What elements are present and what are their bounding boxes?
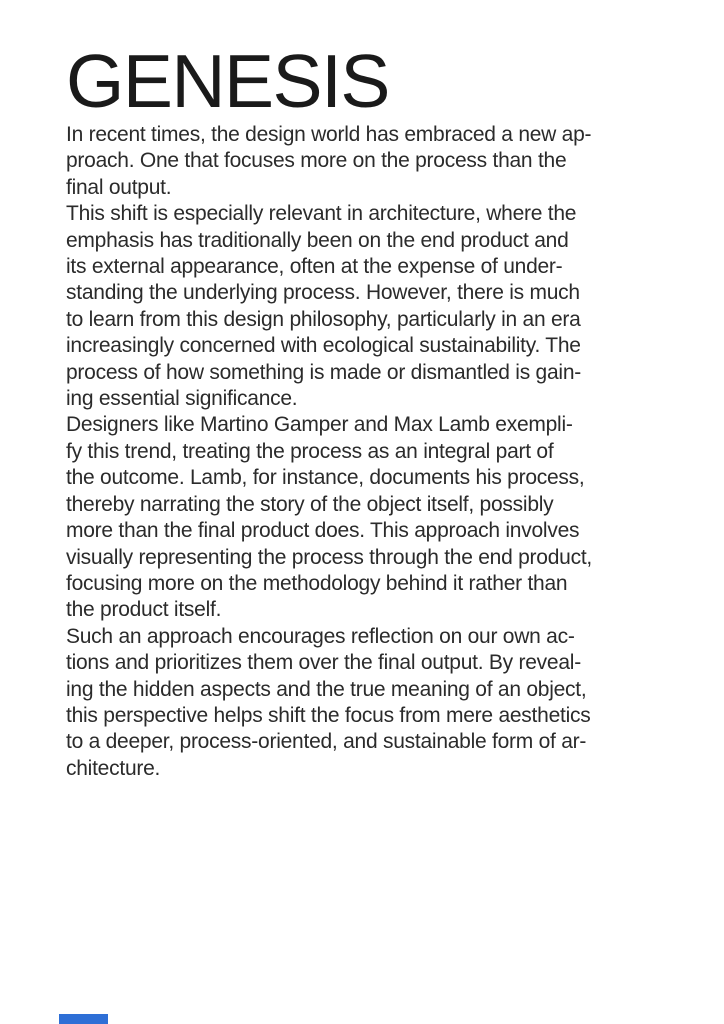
body-line: to learn from this design philosophy, particularly in an era	[66, 307, 581, 331]
page-title: GENESIS	[66, 39, 389, 123]
body-line: In recent times, the design world has embraced a new ap-	[66, 123, 592, 146]
body-line: tions and prioritizes them over the final output. By reveal-	[66, 651, 581, 675]
body-line: the product itself.	[66, 598, 222, 622]
body-line: ing the hidden aspects and the true meaning of an object,	[66, 677, 587, 701]
body-line: final output.	[66, 175, 172, 199]
body-line: chitecture.	[66, 756, 161, 780]
body-line: to a deeper, process-oriented, and sustainable form of ar-	[66, 730, 587, 754]
body-line: standing the underlying process. However, there is much	[66, 281, 580, 305]
text-column	[66, 39, 682, 782]
body-line: Such an approach encourages reflection on our own ac-	[66, 624, 575, 648]
body-line: more than the final product does. This approach involves	[66, 519, 580, 543]
body-line: thereby narrating the story of the object itself, possibly	[66, 492, 554, 516]
body-line: ing essential significance.	[66, 387, 298, 411]
body-line: increasingly concerned with ecological sustainability. The	[66, 334, 581, 358]
body-line: proach. One that focuses more on the process than the	[66, 149, 567, 173]
body-line: This shift is especially relevant in architecture, where the	[66, 202, 577, 226]
body-line: the outcome. Lamb, for instance, documents his process,	[66, 466, 585, 490]
body-text	[66, 122, 682, 782]
body-line: focusing more on the methodology behind it rather than	[66, 571, 568, 595]
body-line: its external appearance, often at the expense of under-	[66, 255, 563, 279]
body-line: visually representing the process through the end product,	[66, 545, 592, 569]
body-line: emphasis has traditionally been on the end product and	[66, 228, 569, 252]
footer-link-marker	[59, 1014, 108, 1024]
body-line: process of how something is made or dismantled is gain-	[66, 360, 582, 384]
body-line: Designers like Martino Gamper and Max Lamb exempli-	[66, 413, 573, 437]
body-line: fy this trend, treating the process as an integral part of	[66, 439, 554, 463]
body-line: this perspective helps shift the focus from mere aesthetics	[66, 703, 591, 727]
